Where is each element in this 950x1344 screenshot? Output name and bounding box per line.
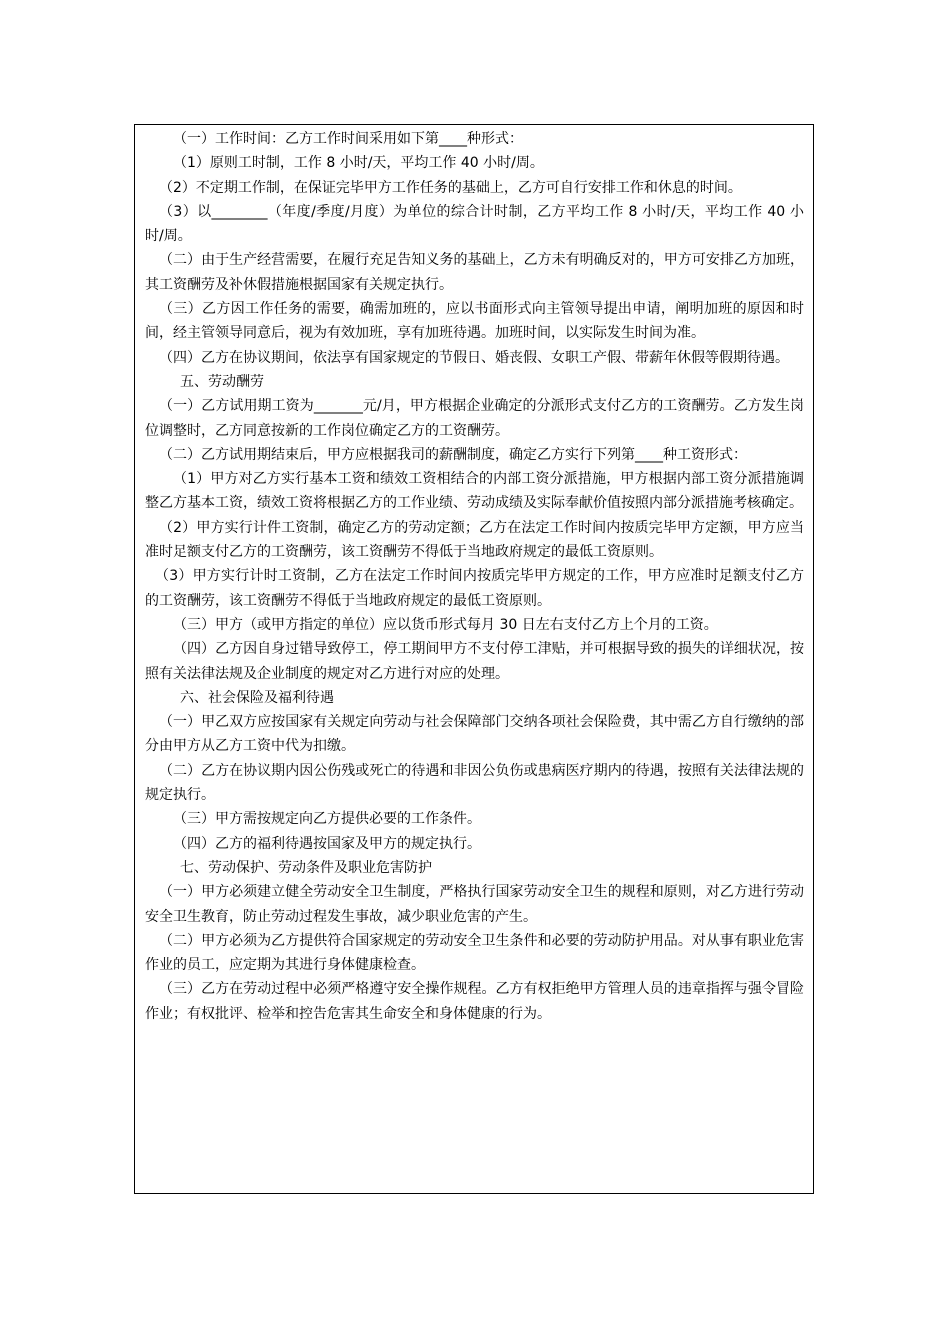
paragraph: （3）以________（年度/季度/月度）为单位的综合计时制，乙方平均工作 8 小时/天，平均工作 40 小时/周。: [145, 203, 804, 245]
section-heading: 七、劳动保护、劳动条件及职业危害防护: [180, 859, 432, 876]
paragraph: （三）乙方因工作任务的需要，确需加班的，应以书面形式向主管领导提出申请，阐明加班的原因和时间，经主管领导同意后，视为有效加班，享有加班待遇。加班时间，以实际发生时间为准。: [145, 301, 804, 342]
paragraph: （一）甲方必须建立健全劳动安全卫生制度，严格执行国家劳动安全卫生的规程和原则，对乙方进行劳动安全卫生教育，防止劳动过程发生事故，减少职业危害的产生。: [145, 884, 804, 925]
paragraph: （二）乙方试用期结束后，甲方应根据我司的薪酬制度，确定乙方实行下列第____种工资形式：: [159, 446, 747, 463]
paragraph: （3）甲方实行计时工资制，乙方在法定工作时间内按质完毕甲方规定的工作，甲方应准时足额支付乙方的工资酬劳，该工资酬劳不得低于当地政府规定的最低工资原则。: [145, 568, 804, 609]
paragraph: （四）乙方在协议期间，依法享有国家规定的节假日、婚丧假、女职工产假、带薪年休假等假期待遇。: [159, 349, 789, 366]
section-heading: 五、劳动酬劳: [180, 373, 264, 390]
paragraph: （二）由于生产经营需要，在履行充足告知义务的基础上，乙方未有明确反对的，甲方可安排乙方加班，其工资酬劳及补休假措施根据国家有关规定执行。: [145, 252, 804, 293]
paragraph: （四）乙方因自身过错导致停工，停工期间甲方不支付停工津贴，并可根据导致的损失的详细状况，按照有关法律法规及企业制度的规定对乙方进行对应的处理。: [145, 641, 804, 682]
paragraph: （一）甲乙双方应按国家有关规定向劳动与社会保障部门交纳各项社会保险费，其中需乙方自行缴纳的部分由甲方从乙方工资中代为扣缴。: [145, 714, 804, 755]
paragraph: （一）乙方试用期工资为_______元/月，甲方根据企业确定的分派形式支付乙方的工资酬劳。乙方发生岗位调整时，乙方同意按新的工作岗位确定乙方的工资酬劳。: [145, 398, 804, 439]
paragraph: （1）原则工时制，工作 8 小时/天，平均工作 40 小时/周。: [173, 155, 544, 172]
paragraph: （1）甲方对乙方实行基本工资和绩效工资相结合的内部工资分派措施，甲方根据内部工资分派措施调整乙方基本工资，绩效工资将根据乙方的工作业绩、劳动成绩及实际奉献价值按照内部分派措施考核确定。: [145, 471, 804, 512]
section-heading: 六、社会保险及福利待遇: [180, 689, 334, 706]
paragraph: （2）不定期工作制，在保证完毕甲方工作任务的基础上，乙方可自行安排工作和休息的时间。: [159, 179, 742, 196]
paragraph: （2）甲方实行计件工资制，确定乙方的劳动定额；乙方在法定工作时间内按质完毕甲方定额，甲方应当准时足额支付乙方的工资酬劳，该工资酬劳不得低于当地政府规定的最低工资原则。: [145, 519, 804, 561]
paragraph: （二）乙方在协议期内因公伤残或死亡的待遇和非因公负伤或患病医疗期内的待遇，按照有关法律法规的规定执行。: [145, 762, 804, 804]
paragraph: （一）工作时间：乙方工作时间采用如下第____种形式：: [173, 131, 523, 147]
paragraph: （三）甲方（或甲方指定的单位）应以货币形式每月 30 日左右支付乙方上个月的工资。: [173, 616, 718, 633]
paragraph: （三）乙方在劳动过程中必须严格遵守安全操作规程。乙方有权拒绝甲方管理人员的违章指挥与强令冒险作业；有权批评、检举和控告危害其生命安全和身体健康的行为。: [145, 981, 804, 1022]
paragraph: （三）甲方需按规定向乙方提供必要的工作条件。: [173, 811, 481, 828]
paragraph: （二）甲方必须为乙方提供符合国家规定的劳动安全卫生条件和必要的劳动防护用品。对从事有职业危害作业的员工，应定期为其进行身体健康检查。: [145, 932, 804, 974]
contract-text-box: [134, 124, 814, 1194]
paragraph: （四）乙方的福利待遇按国家及甲方的规定执行。: [173, 835, 481, 852]
